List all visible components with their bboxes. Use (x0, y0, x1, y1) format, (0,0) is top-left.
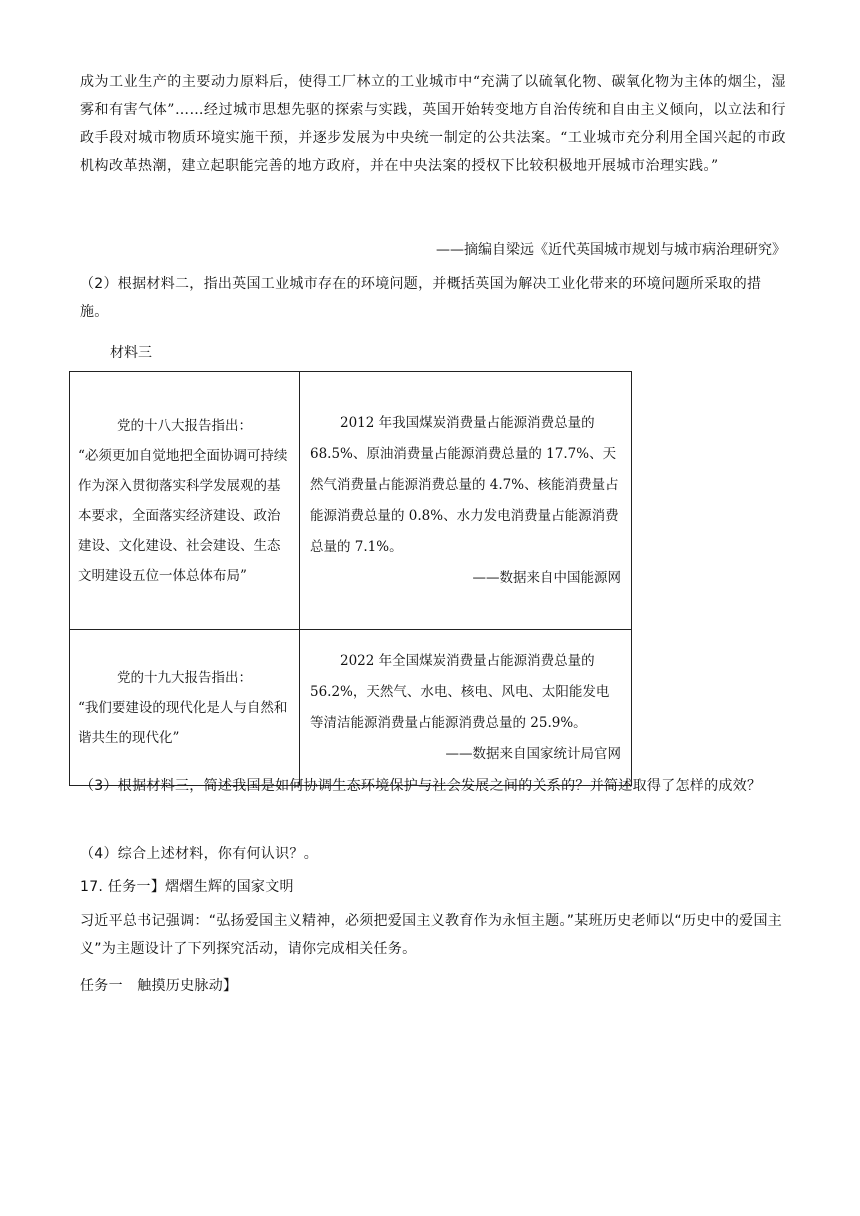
table-row (70, 630, 632, 786)
table-row (70, 372, 632, 630)
left-title: 党的十九大报告指出： (117, 669, 252, 686)
right-source: ——数据来自中国能源网 (472, 569, 621, 586)
question-3: （3）根据材料三，简述我国是如何协调生态环境保护与社会发展之间的关系的？并简述取得了怎样的成效？ (80, 778, 762, 794)
right-text: 2012 年我国煤炭消费量占能源消费总量的 68.5%、原油消费量占能源消费总量的 17.7%、天然气消费量占能源消费总量的 4.7%、核能消费量占能源消费总量的 0.8%、水力发电消费量占能源消费总量的 7.1%。 (310, 414, 619, 555)
question-2: （2）根据材料二，指出英国工业城市存在的环境问题，并概括英国为解决工业化带来的环境问题所采取的措施。 (80, 276, 762, 320)
material3-table (69, 371, 632, 786)
question-4: （4）综合上述材料，你有何认识？。 (80, 846, 319, 862)
q17-heading: 17. 任务一】熠熠生辉的国家文明 (80, 879, 294, 895)
q17-intro: 习近平总书记强调：“弘扬爱国主义精神，必须把爱国主义教育作为永恒主题。”某班历史老师以“历史中的爱国主义”为主题设计了下列探究活动，请你完成相关任务。 (80, 913, 783, 957)
right-source: ——数据来自国家统计局官网 (445, 745, 621, 762)
material2-source: ——摘编自梁远《近代英国城市规划与城市病治理研究》 (436, 242, 786, 258)
q17-task1: 任务一 触摸历史脉动】 (80, 978, 238, 994)
left-cell (70, 372, 300, 630)
left-cell (70, 630, 300, 786)
right-text: 2022 年全国煤炭消费量占能源消费总量的 56.2%，天然气、水电、核电、风电、太阳能发电等清洁能源消费量占能源消费总量的 25.9%。 (310, 652, 610, 731)
left-title: 党的十八大报告指出： (117, 417, 252, 434)
left-quote: “我们要建设的现代化是人与自然和谐共生的现代化” (78, 699, 288, 746)
material2-text: 成为工业生产的主要动力原料后，使得工厂林立的工业城市中“充满了以硫氧化物、碳氧化物为主体的烟尘，湿雾和有害气体”……经过城市思想先驱的探索与实践，英国开始转变地方自治传统和自由主义倾向，以立法和行政手段对城市物质环境实施干预，并逐步发展为中央统一制定的公共法案。“工业城市充分利用全国兴起的市政机构改革热潮，建立起职能完善的地方政府，并在中央法案的授权下比较积极地开展城市治理实践。” (80, 74, 786, 174)
left-quote: “必须更加自觉地把全面协调可持续作为深入贯彻落实科学发展观的基本要求，全面落实经济建设、政治建设、文化建设、社会建设、生态文明建设五位一体总体布局” (78, 447, 288, 584)
material3-label: 材料三 (110, 345, 152, 361)
right-cell (300, 630, 632, 786)
right-cell (300, 372, 632, 630)
